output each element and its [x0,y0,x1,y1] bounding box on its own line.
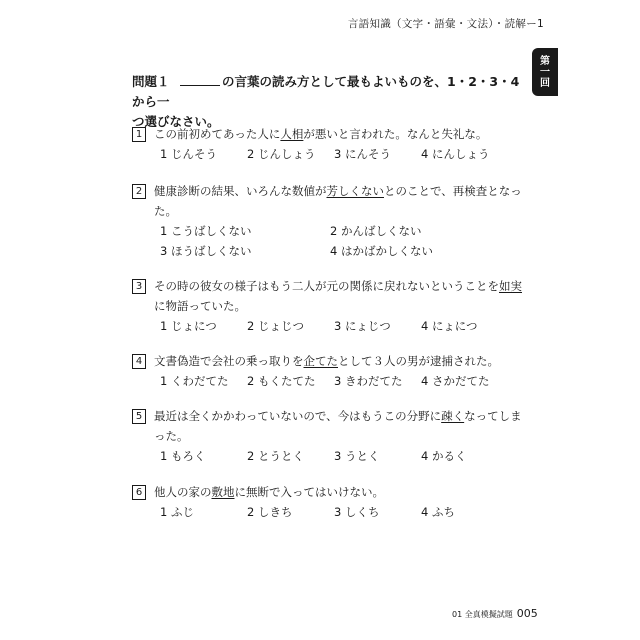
item-number: 1 [132,127,146,142]
item-stem-pre: 健康診断の結果、いろんな数値が [154,184,327,198]
item-stem-pre: 最近は全くかかわっていないので、今はもうこの分野に [154,409,442,423]
page-number: 005 [516,607,538,620]
item-stem-pre: 文書偽造で会社の乗っ取りを [154,354,304,368]
option[interactable]: 1 じんそう [160,147,217,161]
options-row [160,446,522,466]
item-target-word: 如実 [499,279,522,293]
item-stem-continuation: に物語っていた。 [154,299,246,313]
option[interactable]: 2 もくたてた [247,374,316,388]
option[interactable]: 3 うとく [334,449,380,463]
option[interactable]: 1 もろく [160,449,206,463]
option[interactable]: 2 じょじつ [247,319,304,333]
item-target-word: 疎く [441,409,465,423]
options-row [160,221,522,261]
item-stem-continuation: た。 [154,204,177,218]
option[interactable]: 2 かんばしくない [330,224,422,238]
tab-char: 第 [540,55,550,67]
option[interactable]: 4 にょにつ [421,319,478,333]
option[interactable]: 4 かるく [421,449,467,463]
list-item [132,181,522,261]
item-number: 3 [132,279,146,294]
options-row [160,144,522,164]
item-target-word: 企てた [303,354,338,368]
item-target-word: 敷地 [211,485,235,499]
item-stem-pre: この前初めてあった人に [154,127,281,141]
list-item [132,351,522,391]
option[interactable]: 1 ふじ [160,505,194,519]
instruction-line1: の言葉の読み方として最もよいものを、1・2・3・4から一 [132,74,520,109]
option[interactable]: 1 じょにつ [160,319,217,333]
option[interactable]: 3 ほうばしくない [160,244,252,258]
option[interactable]: 4 はかばかしくない [330,244,433,258]
option[interactable]: 3 しくち [334,505,380,519]
option[interactable]: 4 さかだてた [421,374,490,388]
item-stem-pre: 他人の家の [154,485,212,499]
question-instruction [132,72,520,132]
item-stem-post: に無断で入ってはいけない。 [234,485,384,499]
item-number: 2 [132,184,146,199]
options-row [160,316,522,336]
options-row [160,502,522,522]
option[interactable]: 1 こうばしくない [160,224,252,238]
item-stem-pre: その時の彼女の様子はもう二人が元の関係に戻れないということを [154,279,499,293]
item-stem-post: とのことで、再検査となっ [384,184,522,198]
chapter-tab [532,48,558,96]
list-item [132,124,522,164]
tab-char: 一 [540,66,550,78]
item-target-word: 人相 [280,127,304,141]
option[interactable]: 2 しきち [247,505,293,519]
item-number: 5 [132,409,146,424]
option[interactable]: 1 くわだてた [160,374,229,388]
item-number: 6 [132,485,146,500]
option[interactable]: 4 ふち [421,505,455,519]
running-header: 言語知識（文字・語彙・文法）・読解ー1 [347,18,544,30]
option[interactable]: 3 にんそう [334,147,391,161]
list-item [132,406,522,466]
question-number: 問題１ [132,74,170,89]
item-stem-post: なってしま [464,409,522,423]
option[interactable]: 3 きわだてた [334,374,403,388]
list-item [132,482,522,522]
page-footer [452,607,538,620]
item-number: 4 [132,354,146,369]
option[interactable]: 3 にょじつ [334,319,391,333]
answer-blank [180,73,220,86]
options-row [160,371,522,391]
item-stem-post: が悪いと言われた。なんと失礼な。 [303,127,488,141]
list-item [132,276,522,336]
option[interactable]: 4 にんしょう [421,147,490,161]
item-target-word: 芳しくない [326,184,384,198]
tab-char: 回 [540,77,550,89]
footer-label: 01 全真模擬試題 [452,610,513,619]
instruction-line2: つ選びなさい。 [132,114,220,129]
option[interactable]: 2 じんしょう [247,147,316,161]
item-stem-continuation: った。 [154,429,189,443]
item-stem-post: として３人の男が逮捕された。 [338,354,499,368]
option[interactable]: 2 とうとく [247,449,304,463]
